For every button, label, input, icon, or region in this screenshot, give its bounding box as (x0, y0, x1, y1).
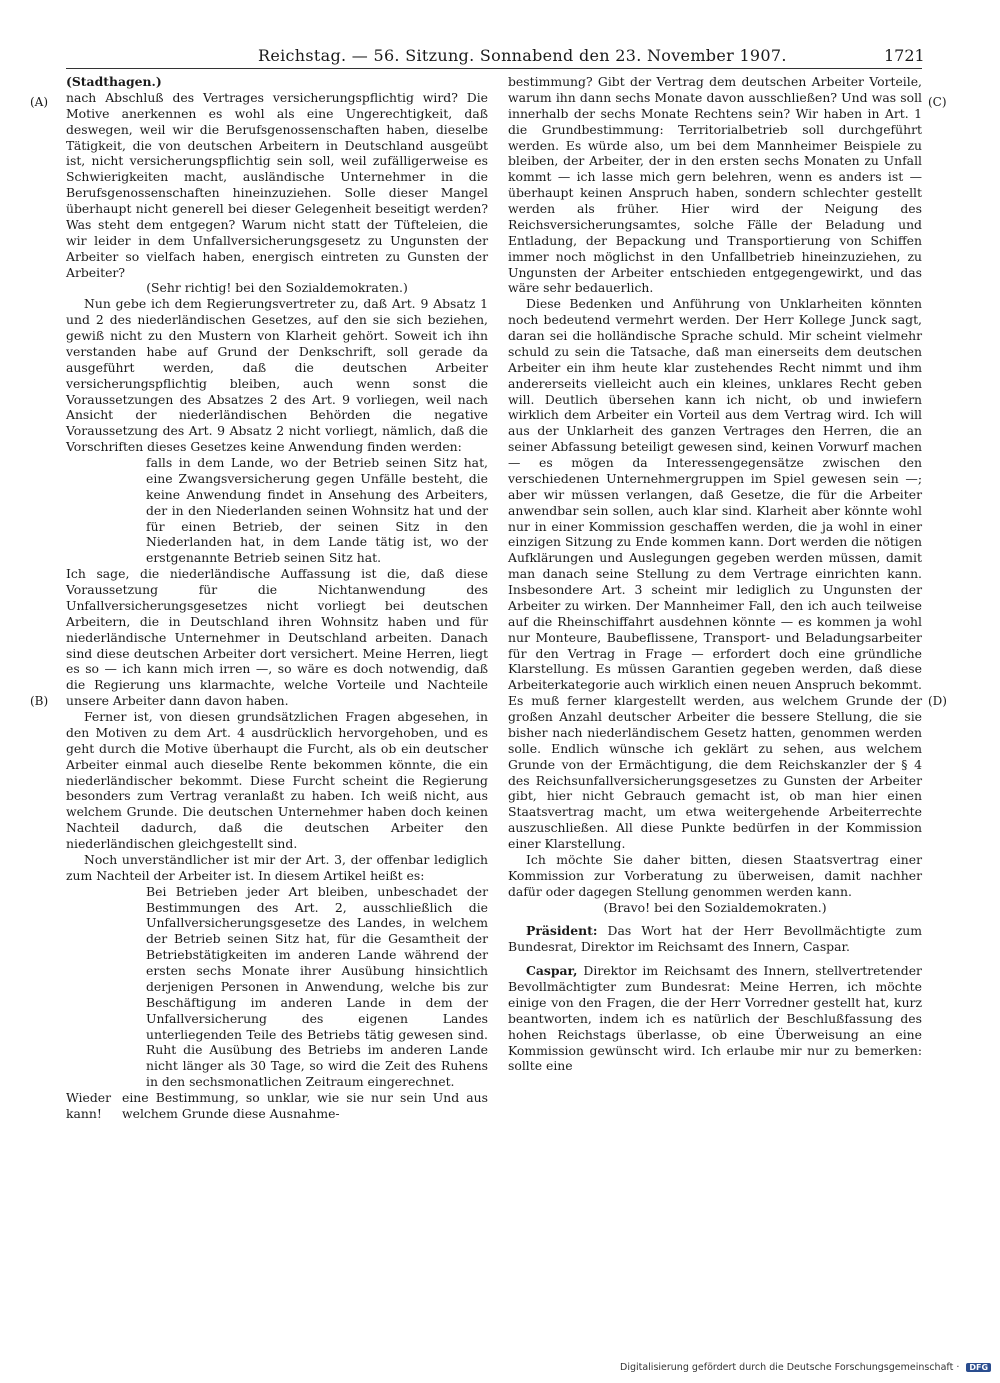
block-quote: Bei Betrieben jeder Art bleiben, unbeschadet der Bestimmungen des Art. 2, ausschließlich die Unfallversicherungsgesetze des Landes, in welchem der Betrieb seinen Sitz hat, für die Gesamtheit der Betriebstätigkeiten im anderen Lande während der ersten sechs Monate ihrer Ausübung hinsichtlich derjenigen Personen in Anwendung, welche bis zur Beschäftigung im anderen Lande in dem der Unfallversicherung des eigenen Landes unterliegenden Teile des Betriebs tätig gewesen sind. Ruht die Ausübung des Betriebs im anderen Lande nicht länger als 30 Tage, so wird die Zeit des Ruhens in den sechsmonatlichen Zeitraum eingerechnet. (146, 883, 488, 1090)
right-column (508, 74, 922, 1074)
paragraph-text: eine Bestimmung, so unklar, wie sie nur sein Und aus welchem Grunde diese Ausnahme- (122, 1090, 488, 1121)
header-rule (66, 68, 922, 69)
paragraph-with-marginal (66, 1090, 488, 1122)
speaker-name: Caspar, (526, 963, 578, 979)
left-column (66, 74, 488, 1122)
speaker-name: Präsident: (526, 923, 598, 939)
margin-marker-b: (B) (30, 694, 49, 708)
page-number: 1721 (884, 46, 925, 65)
paragraph: Noch unverständlicher ist mir der Art. 3, der offenbar lediglich zum Nachteil der Arbeiter ist. In diesem Artikel heißt es: (66, 851, 488, 883)
paragraph: Nun gebe ich dem Regierungsvertreter zu, daß Art. 9 Absatz 1 und 2 des niederländischen Gesetzes, auf den sie sich beziehen, gewiß nicht zu den Mustern von Klarheit gehört. Soweit ich ihn verstanden habe auf Grund der Denkschrift, soll gerade da ausgeführt werden, daß die deutschen Arbeiter versicherungspflichtig bleiben, auch wenn sonst die Voraussetzungen des Absatzes 2 des Art. 9 vorliegen, weil nach Ansicht der niederländischen Behörden die negative Voraussetzung des Art. 9 Absatz 2 nicht vorliegt, nämlich, daß die Vorschriften dieses Gesetzes keine Anwendung finden werden: (66, 296, 488, 455)
block-quote: falls in dem Lande, wo der Betrieb seinen Sitz hat, eine Zwangsversicherung gegen Unfälle besteht, die keine Anwendung findet in Ansehung des Arbeiters, der in den Niederlanden seinen Wohnsitz hat und der für einen Betrieb, der seinen Sitz in den Niederlanden hat, in dem Lande tätig ist, wo der erstgenannte Betrieb seinen Sitz hat. (146, 455, 488, 566)
paragraph: Ich sage, die niederländische Auffassung ist die, daß diese Voraussetzung für die Nichtanwendung des Unfallversicherungsgesetzes nicht vorliegt bei deutschen Arbeitern, die in Deutschland ihren Wohnsitz haben und für niederländische Unternehmer in Deutschland arbeiten. Danach sind diese deutschen Arbeiter dort versichert. Meine Herren, liegt es so — ich kann mich irren —, so wäre es doch notwendig, daß die Regierung uns klarmachte, welche Vorteile und Nachteile unsere Arbeiter dann davon haben. (66, 566, 488, 709)
margin-marker-d: (D) (928, 694, 947, 708)
page-header (0, 0, 1000, 70)
running-title: Reichstag. — 56. Sitzung. Sonnabend den 23. November 1907. (258, 46, 787, 65)
speaker-tag: (Stadthagen.) (66, 74, 162, 89)
credit-text: Digitalisierung gefördert durch die Deutsche Forschungsgemeinschaft · (620, 1362, 960, 1373)
margin-marker-a: (A) (30, 95, 49, 109)
paragraph-text: Das Wort hat der Herr Bevollmächtigte zum Bundesrat, Direktor im Reichsamt des Innern, Caspar. (508, 923, 922, 955)
digitization-credit (620, 1362, 991, 1373)
interjection: (Sehr richtig! bei den Sozialdemokraten.) (146, 280, 408, 296)
speaker-paragraph (508, 963, 922, 1074)
paragraph: bestimmung? Gibt der Vertrag dem deutschen Arbeiter Vorteile, warum ihn dann sechs Monate davon ausschließen? Und was soll innerhalb der sechs Monate Rechtens sein? Wir haben in Art. 1 die Grundbestimmung: Territorialbetrieb soll durchgeführt werden. Es würde also, um bei dem Mannheimer Beispiele zu bleiben, der Arbeiter, der in den ersten sechs Monaten zu Unfall kommt — ich lasse mich gern belehren, wenn es anders ist — überhaupt keinen Anspruch haben, sondern schlechter gestellt werden als früher. Hier wird der Neigung des Reichsversicherungsamtes, solche Fälle der Beladung und Entladung, der Bepackung und Transportierung von Schiffen immer noch möglichst in den Unfallbetrieb hineinzuziehen, zu Ungunsten der Arbeiter entschieden entgegengewirkt, und das wäre sehr bedauerlich. (508, 74, 922, 296)
speaker-paragraph (508, 923, 922, 955)
interjection: (Bravo! bei den Sozialdemokraten.) (603, 899, 827, 915)
paragraph-text: Direktor im Reichsamt des Innern, stellvertretender Bevollmächtigter zum Bundesrat: Meine Herren, ich möchte einige von den Fragen, die der Herr Vorredner gestellt hat, kurz beantworten, indem ich es natürlich der Beschlußfassung des hohen Reichstags überlasse, ob eine Überweisung an eine Kommission gewünscht wird. Ich erlaube mir nur zu bemerken: sollte eine (508, 963, 922, 1074)
paragraph: nach Abschluß des Vertrages versicherungspflichtig wird? Die Motive anerkennen es wohl als eine Ungerechtigkeit, daß deswegen, weil wir die Berufsgenossenschaften haben, dieselbe Tätigkeit, die von deutschen Arbeitern in Deutschland ausgeübt ist, nicht versicherungspflichtig sein soll, weil zufälligerweise es Schwierigkeiten macht, ausländische Unternehmer in die Berufsgenossenschaften hineinzuziehen. Solle dieser Mangel überhaupt nicht generell bei dieser Gelegenheit beseitigt werden? Was steht dem entgegen? Warum nicht statt der Tüfteleien, die wir leider in dem Unfallversicherungsgesetz zu Ungunsten der Arbeiter so vielfach haben, energisch eintreten zu Gunsten der Arbeiter? (66, 89, 488, 280)
marginal-interjection: Wieder kann! (66, 1090, 112, 1121)
paragraph: Ferner ist, von diesen grundsätzlichen Fragen abgesehen, in den Motiven zu dem Art. 4 ausdrücklich hervorgehoben, und es geht durch die Motive überhaupt die Furcht, als ob ein deutscher Arbeiter einmal auch dieselbe Rente bekommen könnte, die ein niederländischer bekommt. Diese Furcht scheint die Regierung besonders zum Vertrag veranlaßt zu haben. Ich weiß nicht, aus welchem Grunde. Die deutschen Unternehmer haben doch keinen Nachteil dadurch, daß die deutschen Arbeiter den niederländischen gleichgestellt sind. (66, 709, 488, 851)
dfg-logo: DFG (966, 1363, 991, 1372)
paragraph: Ich möchte Sie daher bitten, diesen Staatsvertrag einer Kommission zur Vorberatung zu überweisen, damit nachher dafür oder dagegen Stellung genommen werden kann. (508, 851, 922, 899)
margin-marker-c: (C) (928, 95, 947, 109)
paragraph: Diese Bedenken und Anführung von Unklarheiten könnten noch bedeutend vermehrt werden. Der Herr Kollege Junck sagt, daran sei die holländische Sprache schuld. Mir scheint vielmehr schuld zu sein die Tatsache, daß man einerseits dem deutschen Arbeiter ein ihm heute klar zustehendes Recht nimmt und ihm andererseits vielleicht auch ein kleines, unklares Recht geben will. Deutlich übersehen kann ich nicht, ob und inwiefern wirklich dem Arbeiter ein Vorteil aus dem Vertrag wird. Ich will aus der Unklarheit des ganzen Vertrages den Herren, die an seiner Abfassung beteiligt gewesen sind, keinen Vorwurf machen — es mögen da Interessengegensätze zwischen den verschiedenen Unternehmergruppen im Spiel gewesen sein —; aber wir müssen verlangen, daß Gesetze, die für die Arbeiter anwendbar sein sollen, auch klar sind. Klarheit aber könnte wohl nur in einer Kommission geschaffen werden, die ja wohl in einer einzigen Sitzung zu Ende kommen kann. Dort werden die nötigen Aufklärungen und Auslegungen gegeben werden müssen, damit man danach seine Stellung zu dem Vertrage einrichten kann. Insbesondere Art. 3 scheint mir lediglich zu Ungunsten der Arbeiter zu wirken. Der Mannheimer Fall, den ich auch teilweise auf die Rheinschiffahrt ausdehnen könnte — es kommen ja wohl nur Monteure, Baubeflissene, Transport- und Beladungsarbeiter für den Vertrag in Frage — erfordert doch eine gründliche Klarstellung. Es müssen Garantien gegeben werden, daß diese Arbeiterkategorie auch wirklich einen neuen Anspruch bekommt. Es muß ferner klargestellt werden, aus welchem Grunde der großen Anzahl deutscher Arbeiter die bessere Stellung, die sie bisher nach niederländischem Gesetz hatten, genommen werden solle. Endlich wünsche ich geklärt zu sehen, aus welchem Grunde von der Ermächtigung, die dem Reichskanzler der § 4 des Reichsunfallversicherungsgesetzes zu Gunsten der Arbeiter gibt, hier nicht Gebrauch gemacht ist, ob man hier einen Staatsvertrag macht, um etwa weitergehende Arbeiterrechte auszuschließen. All diese Punkte bedürfen in der Kommission einer Klarstellung. (508, 296, 922, 851)
